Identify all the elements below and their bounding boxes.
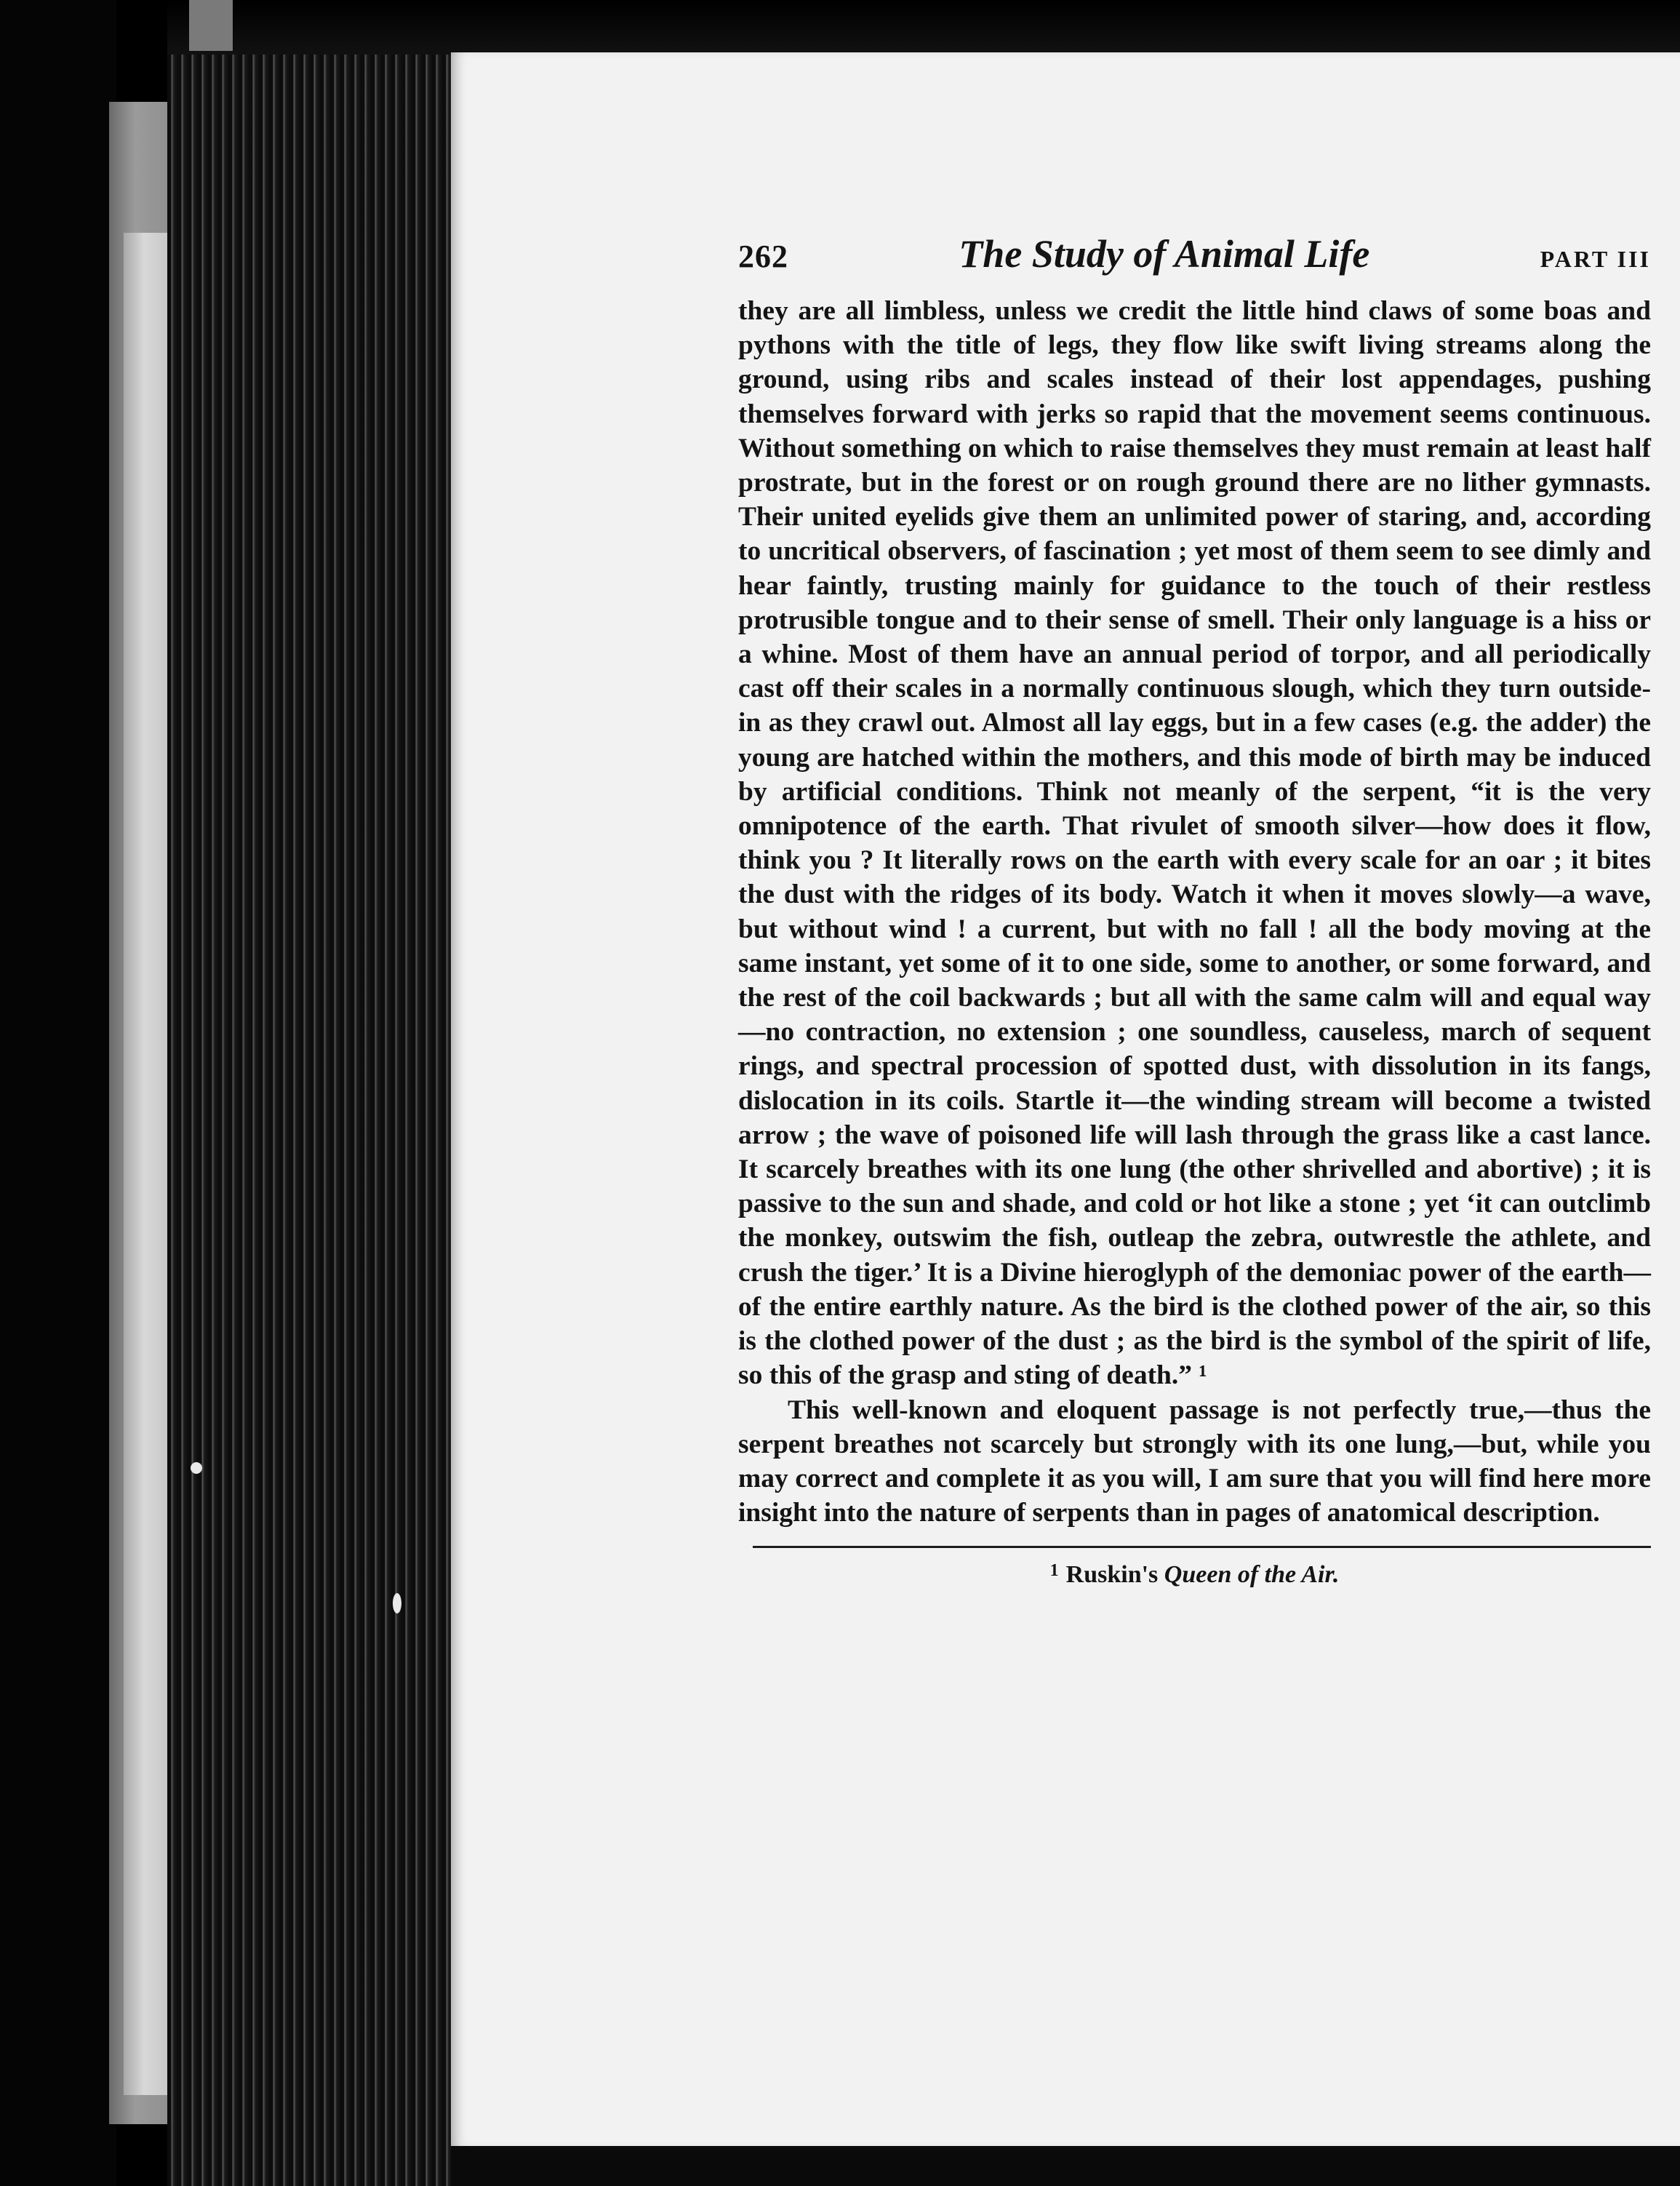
page-number: 262: [738, 239, 788, 274]
body-paragraph: they are all limbless, unless we credit the little hind claws of some boas and pythons with the title of legs, they flow like swift living streams along the ground, using ribs and scales instead of their lost appendages, pushing themselves forward with jerks so rapid that the movement seems continuous. Without something on which to raise themselves they must remain at least half prostrate, but in the forest or on rough ground there are no lither gymnasts. Their united eyelids give them an unlimited power of staring, and, according to uncritical observers, of fascination ; yet most of them seem to see dimly and hear faintly, trusting mainly for guidance to the touch of their restless protrusible tongue and to their sense of smell. Their only language is a hiss or a whine. Most of them have an annual period of torpor, and all periodically cast off their scales in a normally continuous slough, which they turn outside-in as they crawl out. Almost all lay eggs, but in a few cases (e.g. the adder) the young are hatched within the mothers, and this mode of birth may be induced by artificial conditions. Think not meanly of the serpent, “it is the very omnipotence of the earth. That rivulet of smooth silver—how does it flow, think you ? It literally rows on the earth with every scale for an oar ; it bites the dust with the ridges of its body. Watch it when it moves slowly—a wave, but without wind ! a current, but with no fall ! all the body moving at the same instant, yet some of it to one side, some to another, or some forward, and the rest of the coil backwards ; but all with the same calm will and equal way—no contraction, no extension ; one soundless, causeless, march of sequent rings, and spectral procession of spotted dust, with dissolution in its fangs, dislocation in its coils. Startle it—the winding stream will become a twisted arrow ; the wave of poisoned life will lash through the grass like a cast lance. It scarcely breathes with its one lung (the other shrivelled and abortive) ; it is passive to the sun and shade, and cold or hot like a stone ; yet ‘it can outclimb the monkey, outswim the fish, outleap the zebra, outwrestle the athlete, and crush the tiger.’ It is a Divine hieroglyph of the demoniac power of the earth—of the entire earthly nature. As the bird is the clothed power of the air, so this is the clothed power of the dust ; as the bird is the symbol of the spirit of life, so this of the grasp and sting of death.” ¹: [738, 296, 1651, 1391]
scan-speck: [393, 1593, 401, 1613]
scan-margin: [0, 0, 116, 2186]
footnote-author: Ruskin's: [1065, 1561, 1159, 1589]
top-cover-corner: [189, 0, 233, 51]
book-cover-highlight: [124, 233, 169, 2095]
footnote-rule: [753, 1546, 1651, 1548]
footnote-work: Queen of the Air.: [1164, 1561, 1340, 1589]
running-title: The Study of Animal Life: [959, 232, 1370, 276]
top-shadow: [167, 0, 1680, 55]
bottom-shadow: [451, 2146, 1680, 2186]
page-text: [738, 231, 1651, 1589]
footnote-marker: 1: [1049, 1561, 1059, 1581]
scan-speck: [191, 1462, 202, 1474]
body-paragraph: This well-known and eloquent passage is not perfectly true,—thus the serpent breathes not scarcely but strongly with its one lung,—but, while you may correct and complete it as you will, I am sure that you will find here more insight into the nature of serpents than in pages of anatomical description.: [738, 1395, 1651, 1528]
part-label: PART III: [1540, 246, 1651, 272]
footnote: [738, 1561, 1651, 1589]
running-head: [738, 231, 1651, 278]
page-fore-edge: [167, 44, 458, 2186]
